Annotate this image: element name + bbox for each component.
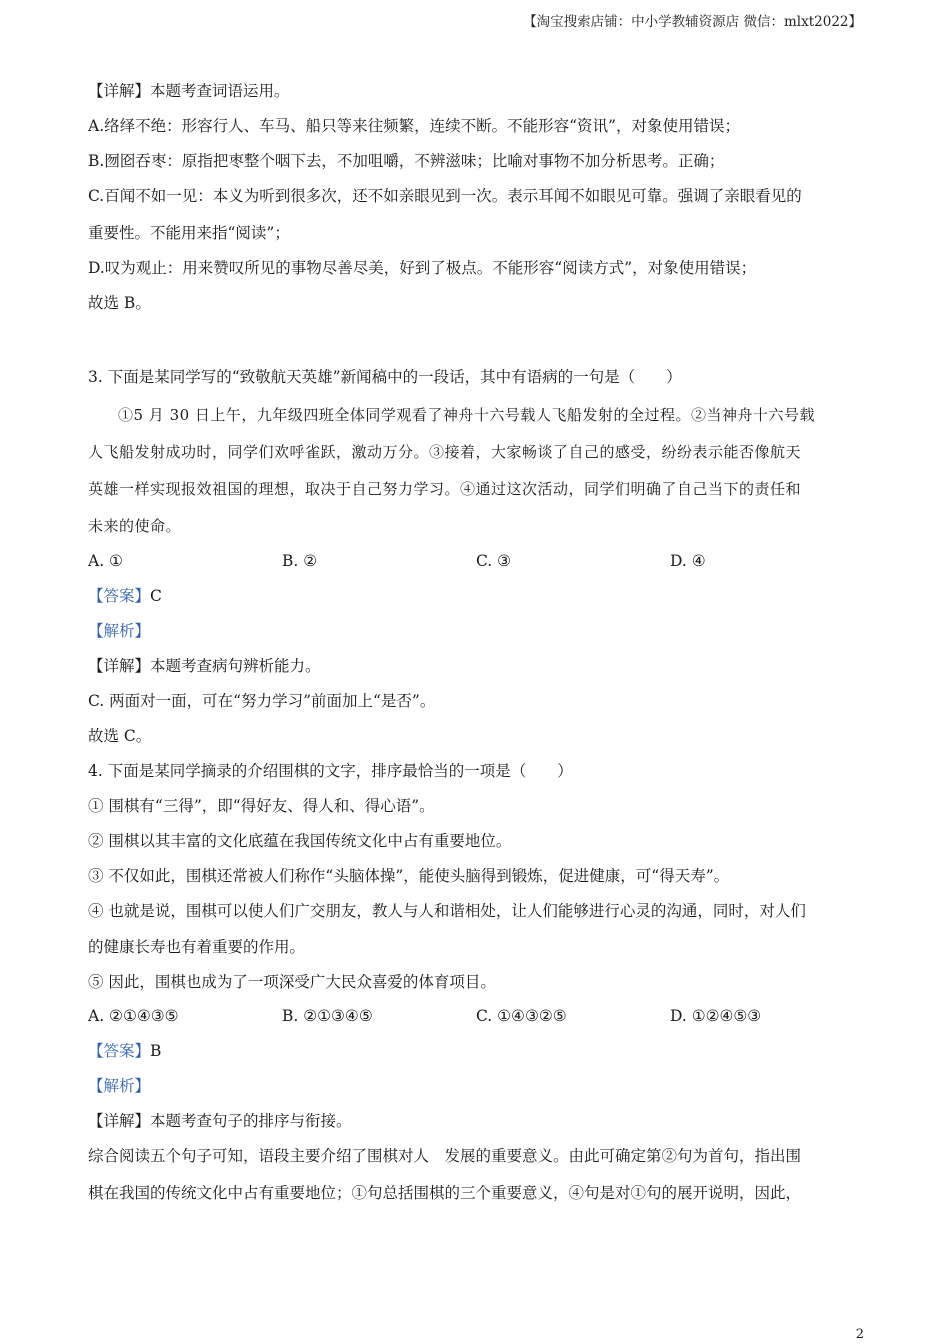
q4-option-d: D. ①②④⑤③ [670,1007,762,1025]
q2-detail: 【详解】本题考查词语运用。 [88,82,290,100]
q4-explain: 综合阅读五个句子可知，语段主要介绍了围棋对人 发展的重要意义。由此可确定第②句为首句，指出围 [88,1147,802,1165]
q4-explain-cont: 棋在我国的传统文化中占有重要地位；①句总括围棋的三个重要意义，④句是对①句的展开说明，因此， [88,1184,802,1202]
q3-stem: 3. 下面是某同学写的“致敬航天英雄”新闻稿中的一段话，其中有语病的一句是（ ） [88,368,682,386]
q3-analysis-label: 【解析】 [88,622,151,640]
q4-option-c: C. ①④③②⑤ [476,1007,567,1025]
q3-passage-line: 英雄一样实现报效祖国的理想，取决于自己努力学习。④通过这次活动，同学们明确了自己当下的责任和 [88,480,802,498]
q2-option-c-explain: C.百闻不如一见：本义为听到很多次，还不如亲眼见到一次。表示耳闻不如眼见可靠。强调了亲眼看见的 [88,187,802,205]
q4-answer-row [88,1041,161,1061]
q2-option-d-explain: D.叹为观止：用来赞叹所见的事物尽善尽美，好到了极点。不能形容“阅读方式”，对象使用错误； [88,259,757,277]
q4-answer-value: B [150,1042,162,1060]
q3-option-d: D. ④ [670,552,706,570]
q3-answer-row [88,586,162,606]
q4-answer-label: 【答案】 [88,1042,151,1060]
q3-choice: 故选 C。 [88,727,152,745]
q4-option-b: B. ②①③④⑤ [282,1007,373,1025]
q3-option-b: B. ② [282,552,318,570]
q3-passage-line: ①5 月 30 日上午，九年级四班全体同学观看了神舟十六号载人飞船发射的全过程。②当神舟十六号载 [118,406,815,424]
q4-sentence-3: ③ 不仅如此，围棋还常被人们称作“头脑体操”，能使头脑得到锻炼，促进健康，可“得天寿”。 [88,867,730,885]
q4-stem: 4. 下面是某同学摘录的介绍围棋的文字，排序最恰当的一项是（ ） [88,762,573,780]
q3-option-a: A. ① [88,552,123,570]
q2-choice: 故选 B。 [88,294,151,312]
q4-sentence-5: ⑤ 因此，围棋也成为了一项深受广大民众喜爱的体育项目。 [88,973,496,991]
q4-sentence-1: ① 围棋有“三得”，即“得好友、得人和、得心语”。 [88,797,435,815]
page-number: 2 [855,1327,864,1342]
q2-option-b-explain: B.囫囵吞枣：原指把枣整个咽下去，不加咀嚼，不辨滋味；比喻对事物不加分析思考。正确； [88,152,725,170]
q4-detail: 【详解】本题考查句子的排序与衔接。 [88,1112,352,1130]
q3-answer-value: C [150,587,162,605]
q4-option-a: A. ②①④③⑤ [88,1007,179,1025]
q4-sentence-2: ② 围棋以其丰富的文化底蕴在我国传统文化中占有重要地位。 [88,832,512,850]
q3-answer-label: 【答案】 [88,587,151,605]
q4-sentence-4-cont: 的健康长寿也有着重要的作用。 [88,938,306,956]
page-header: 【淘宝搜索店铺：中小学教辅资源店 微信：mlxt2022】 [523,14,862,30]
q2-option-c-explain-cont: 重要性。不能用来指“阅读”； [88,224,290,242]
q3-option-c: C. ③ [476,552,512,570]
q2-option-a-explain: A.络绎不绝：形容行人、车马、船只等来往频繁，连续不断。不能形容“资讯”，对象使用错误； [88,117,740,135]
q3-passage-line: 人飞船发射成功时，同学们欢呼雀跃，激动万分。③接着，大家畅谈了自己的感受，纷纷表示能否像航天 [88,443,802,461]
q3-passage-line: 未来的使命。 [88,517,182,535]
q3-detail: 【详解】本题考查病句辨析能力。 [88,657,321,675]
q4-sentence-4: ④ 也就是说，围棋可以使人们广交朋友，教人与人和谐相处，让人们能够进行心灵的沟通，同时，对人们 [88,902,806,920]
q4-analysis-label: 【解析】 [88,1077,151,1095]
q3-explain: C. 两面对一面，可在“努力学习”前面加上“是否”。 [88,692,436,710]
